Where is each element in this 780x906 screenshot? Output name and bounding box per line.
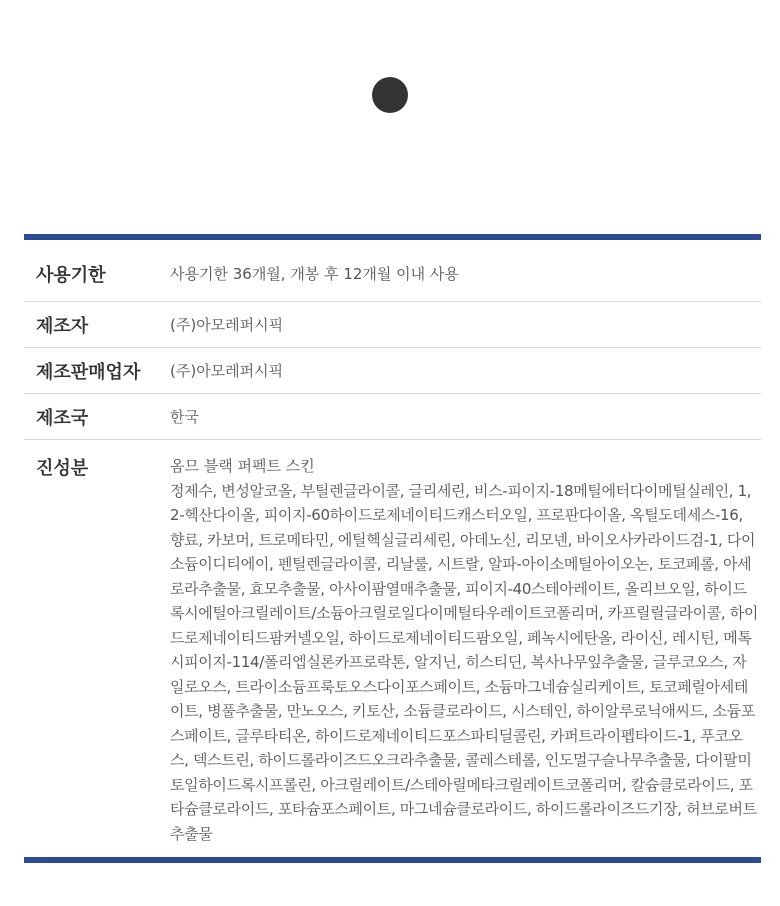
info-value: (주)아모레퍼시픽 <box>170 362 284 380</box>
info-value: 한국 <box>170 408 199 426</box>
info-label: 진성분 <box>36 458 89 479</box>
info-row-country <box>24 394 761 440</box>
info-label: 제조판매업자 <box>36 361 141 383</box>
ingredients-list: 정제수, 변성알코올, 부틸렌글라이콜, 글리세린, 비스-피이지-18메틸에터다이메틸실레인, 1,2-헥산다이올, 피이지-60하이드로제네이티드캐스터오일, 프로판다이올, 옥틸도데세스-16, 향료, 카보머, 트로메타민, 에틸헥실글리세린, 아데노신, 리모넨, 바이오사카라이드검-1, 다이소듐이디티에이, 펜틸렌글라이콜, 리날룰, 시트랄, 알파-아이소메틸아이오논, 토코페롤, 아세로라추출물, 효모추출물, 아사이팜열매추출물, 피이지-40스테아레이트, 올리브오일, 하이드록시에틸아크릴레이트/소듐아크릴로일다이메틸타우레이트코폴리머, 카프릴릴글라이콜, 하이드로제네이티드팜커넬오일, 하이드로제네이티드팜오일, 페녹시에탄올, 라이신, 레시틴, 메톡시피이지-114/폴리엡실론카프로락톤, 알지닌, 히스티딘, 복사나무잎추출물, 글루코오스, 자일로오스, 트라이소듐프룩토오스다이포스페이트, 소듐마그네슘실리케이트, 토코페릴아세테이트, 병풀추출물, 만노오스, 키토산, 소듐클로라이드, 시스테인, 하이알루로닉애씨드, 소듐포스페이트, 글루타티온, 하이드로제네이티드포스파티딜콜린, 카퍼트라이펩타이드-1, 푸코오스, 덱스트린, 하이드롤라이즈드오크라추출물, 콜레스테롤, 인도멀구슬나무추출물, 다이팔미토일하이드록시프롤린, 아크릴레이트/스테아릴메타크릴레이트코폴리머, 칼슘클로라이드, 포타슘클로라이드, 포타슘포스페이트, 마그네슘클로라이드, 하이드롤라이즈드기장, 허브로버트추출물 <box>170 481 758 843</box>
info-row-ingredients <box>24 440 761 863</box>
info-value: (주)아모레퍼시픽 <box>170 316 284 334</box>
info-row-manufacturer <box>24 302 761 348</box>
ingredients-value <box>170 454 761 863</box>
info-row-expiry <box>24 240 761 302</box>
ingredients-product-name: 옴므 블랙 퍼펙트 스킨 <box>170 457 315 475</box>
bottom-divider-bar <box>24 857 761 863</box>
info-value: 사용기한 36개월, 개봉 후 12개월 이내 사용 <box>170 265 459 283</box>
info-label: 제조자 <box>36 315 89 337</box>
info-label: 제조국 <box>36 407 89 429</box>
product-info-table <box>24 234 761 863</box>
info-row-distributor <box>24 348 761 394</box>
carousel-indicator-dot <box>372 77 408 113</box>
info-label: 사용기한 <box>36 264 106 286</box>
